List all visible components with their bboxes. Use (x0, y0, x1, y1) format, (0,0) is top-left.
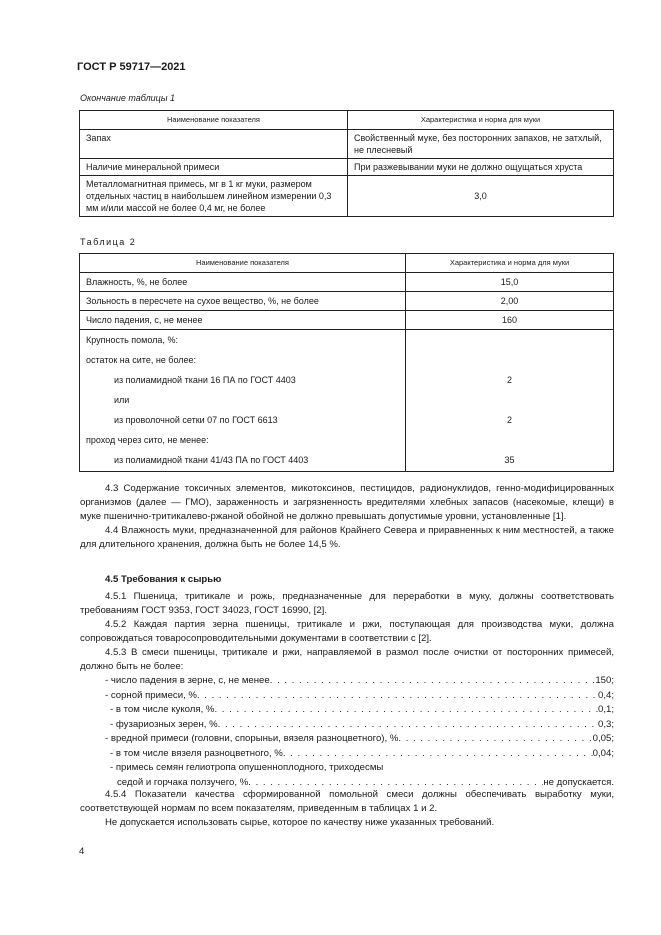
table-row: Запах Свойственный муке, без посторонних запахов, не затхлый, не плесневый (80, 130, 614, 159)
list-item: - сорной примеси, % . . . 0,4; (80, 689, 614, 704)
table-row: из полиамидной ткани 16 ПА по ГОСТ 4403 2 (80, 370, 614, 390)
list-item: седой и горчака ползучего, % . . . не допускается. (80, 776, 614, 791)
paragraph-4-5-5: Не допускается использовать сырье, которое по качеству ниже указанных требований. (105, 817, 495, 828)
table-row: из полиамидной ткани 41/43 ПА по ГОСТ 4403 35 (80, 450, 614, 472)
body-text-4-5-4 (80, 788, 614, 830)
table-row: остаток на сите, не более: (80, 350, 614, 370)
list-item: - примесь семян гелиотропа опушенноплодного, триходесмы (110, 762, 384, 773)
body-text-4-3-4-4 (80, 482, 614, 552)
impurity-list (80, 674, 614, 790)
list-item: - фузариозных зерен, % . . . 0,3; (80, 718, 614, 733)
table2-caption: Таблица 2 (80, 237, 137, 247)
table-row: Металломагнитная примесь, мг в 1 кг муки, размером отдельных частиц в наибольшем линейном измерении 0,3 мм и/или массой не более 0,4 мг, не более 3,0 (80, 176, 614, 217)
paragraph-4-5-3: 4.5.3 В смеси пшеницы, тритикале и ржи, направляемой в размол после очистки от посторонних примесей, должно быть не более: (80, 647, 614, 672)
list-item: - в том числе вязеля разноцветного, % . . . 0,04; (80, 747, 614, 762)
body-text-4-5 (80, 590, 614, 674)
list-item: - вредной примеси (головни, спорыньи, вязеля разноцветного), % . . . 0,05; (80, 732, 614, 747)
paragraph-4-5-4: 4.5.4 Показатели качества сформированной помольной смеси должны обеспечивать выработку муки, соответствующей нормам по всем показателям, приведенным в таблицах 1 и 2. (80, 789, 614, 814)
table-row: проход через сито, не менее: (80, 430, 614, 450)
table2-header-value: Характеристика и норма для муки (406, 254, 614, 273)
table-row: Зольность в пересчете на сухое вещество, %, не более 2,00 (80, 292, 614, 311)
table-row: или (80, 390, 614, 410)
section-heading-4-5: 4.5 Требования к сырью (105, 574, 222, 585)
table-row: из проволочной сетки 07 по ГОСТ 6613 2 (80, 410, 614, 430)
table-row: Влажность, %, не более 15,0 (80, 273, 614, 292)
table1-caption: Окончание таблицы 1 (80, 93, 175, 103)
page-number: 4 (79, 846, 85, 857)
paragraph-4-4: 4.4 Влажность муки, предназначенной для районов Крайнего Севера и приравненных к ним местностей, а также для длительного хранения, должна быть не более 14,5 %. (80, 525, 614, 550)
paragraph-4-3: 4.3 Содержание токсичных элементов, микотоксинов, пестицидов, радионуклидов, генно-модифицированных организмов (далее — ГМО), зараженность и загрязненность вредителями хлебных запасов (насекомые, клещи) в муке пшенично-тритикалево-ржаной обойной не должно превышать допустимые уровни, установленные [1]. (80, 483, 614, 522)
table-row: Крупность помола, %: (80, 330, 614, 350)
table-row: Число падения, с, не менее 160 (80, 311, 614, 330)
table2-header-name: Наименование показателя (80, 254, 406, 273)
table1-header-value: Характеристика и норма для муки (348, 111, 614, 130)
paragraph-4-5-1: 4.5.1 Пшеница, тритикале и рожь, предназначенные для переработки в муку, должны соответствовать требованиям ГОСТ 9353, ГОСТ 34023, ГОСТ 16990, [2]. (80, 591, 614, 616)
document-header: ГОСТ Р 59717—2021 (77, 61, 186, 73)
table-row: Наличие минеральной примеси При разжевывании муки не должно ощущаться хруста (80, 159, 614, 176)
paragraph-4-5-2: 4.5.2 Каждая партия зерна пшеницы, тритикале и ржи, поступающая для производства муки, должна сопровождаться товаросопроводительными документами в соответствии с [2]. (80, 619, 614, 644)
list-item: - в том числе куколя, % . . . 0,1; (80, 703, 614, 718)
list-item: - число падения в зерне, с, не менее . . . 150; (80, 674, 614, 689)
table2 (79, 253, 614, 472)
table1 (79, 110, 614, 217)
table1-header-name: Наименование показателя (80, 111, 348, 130)
